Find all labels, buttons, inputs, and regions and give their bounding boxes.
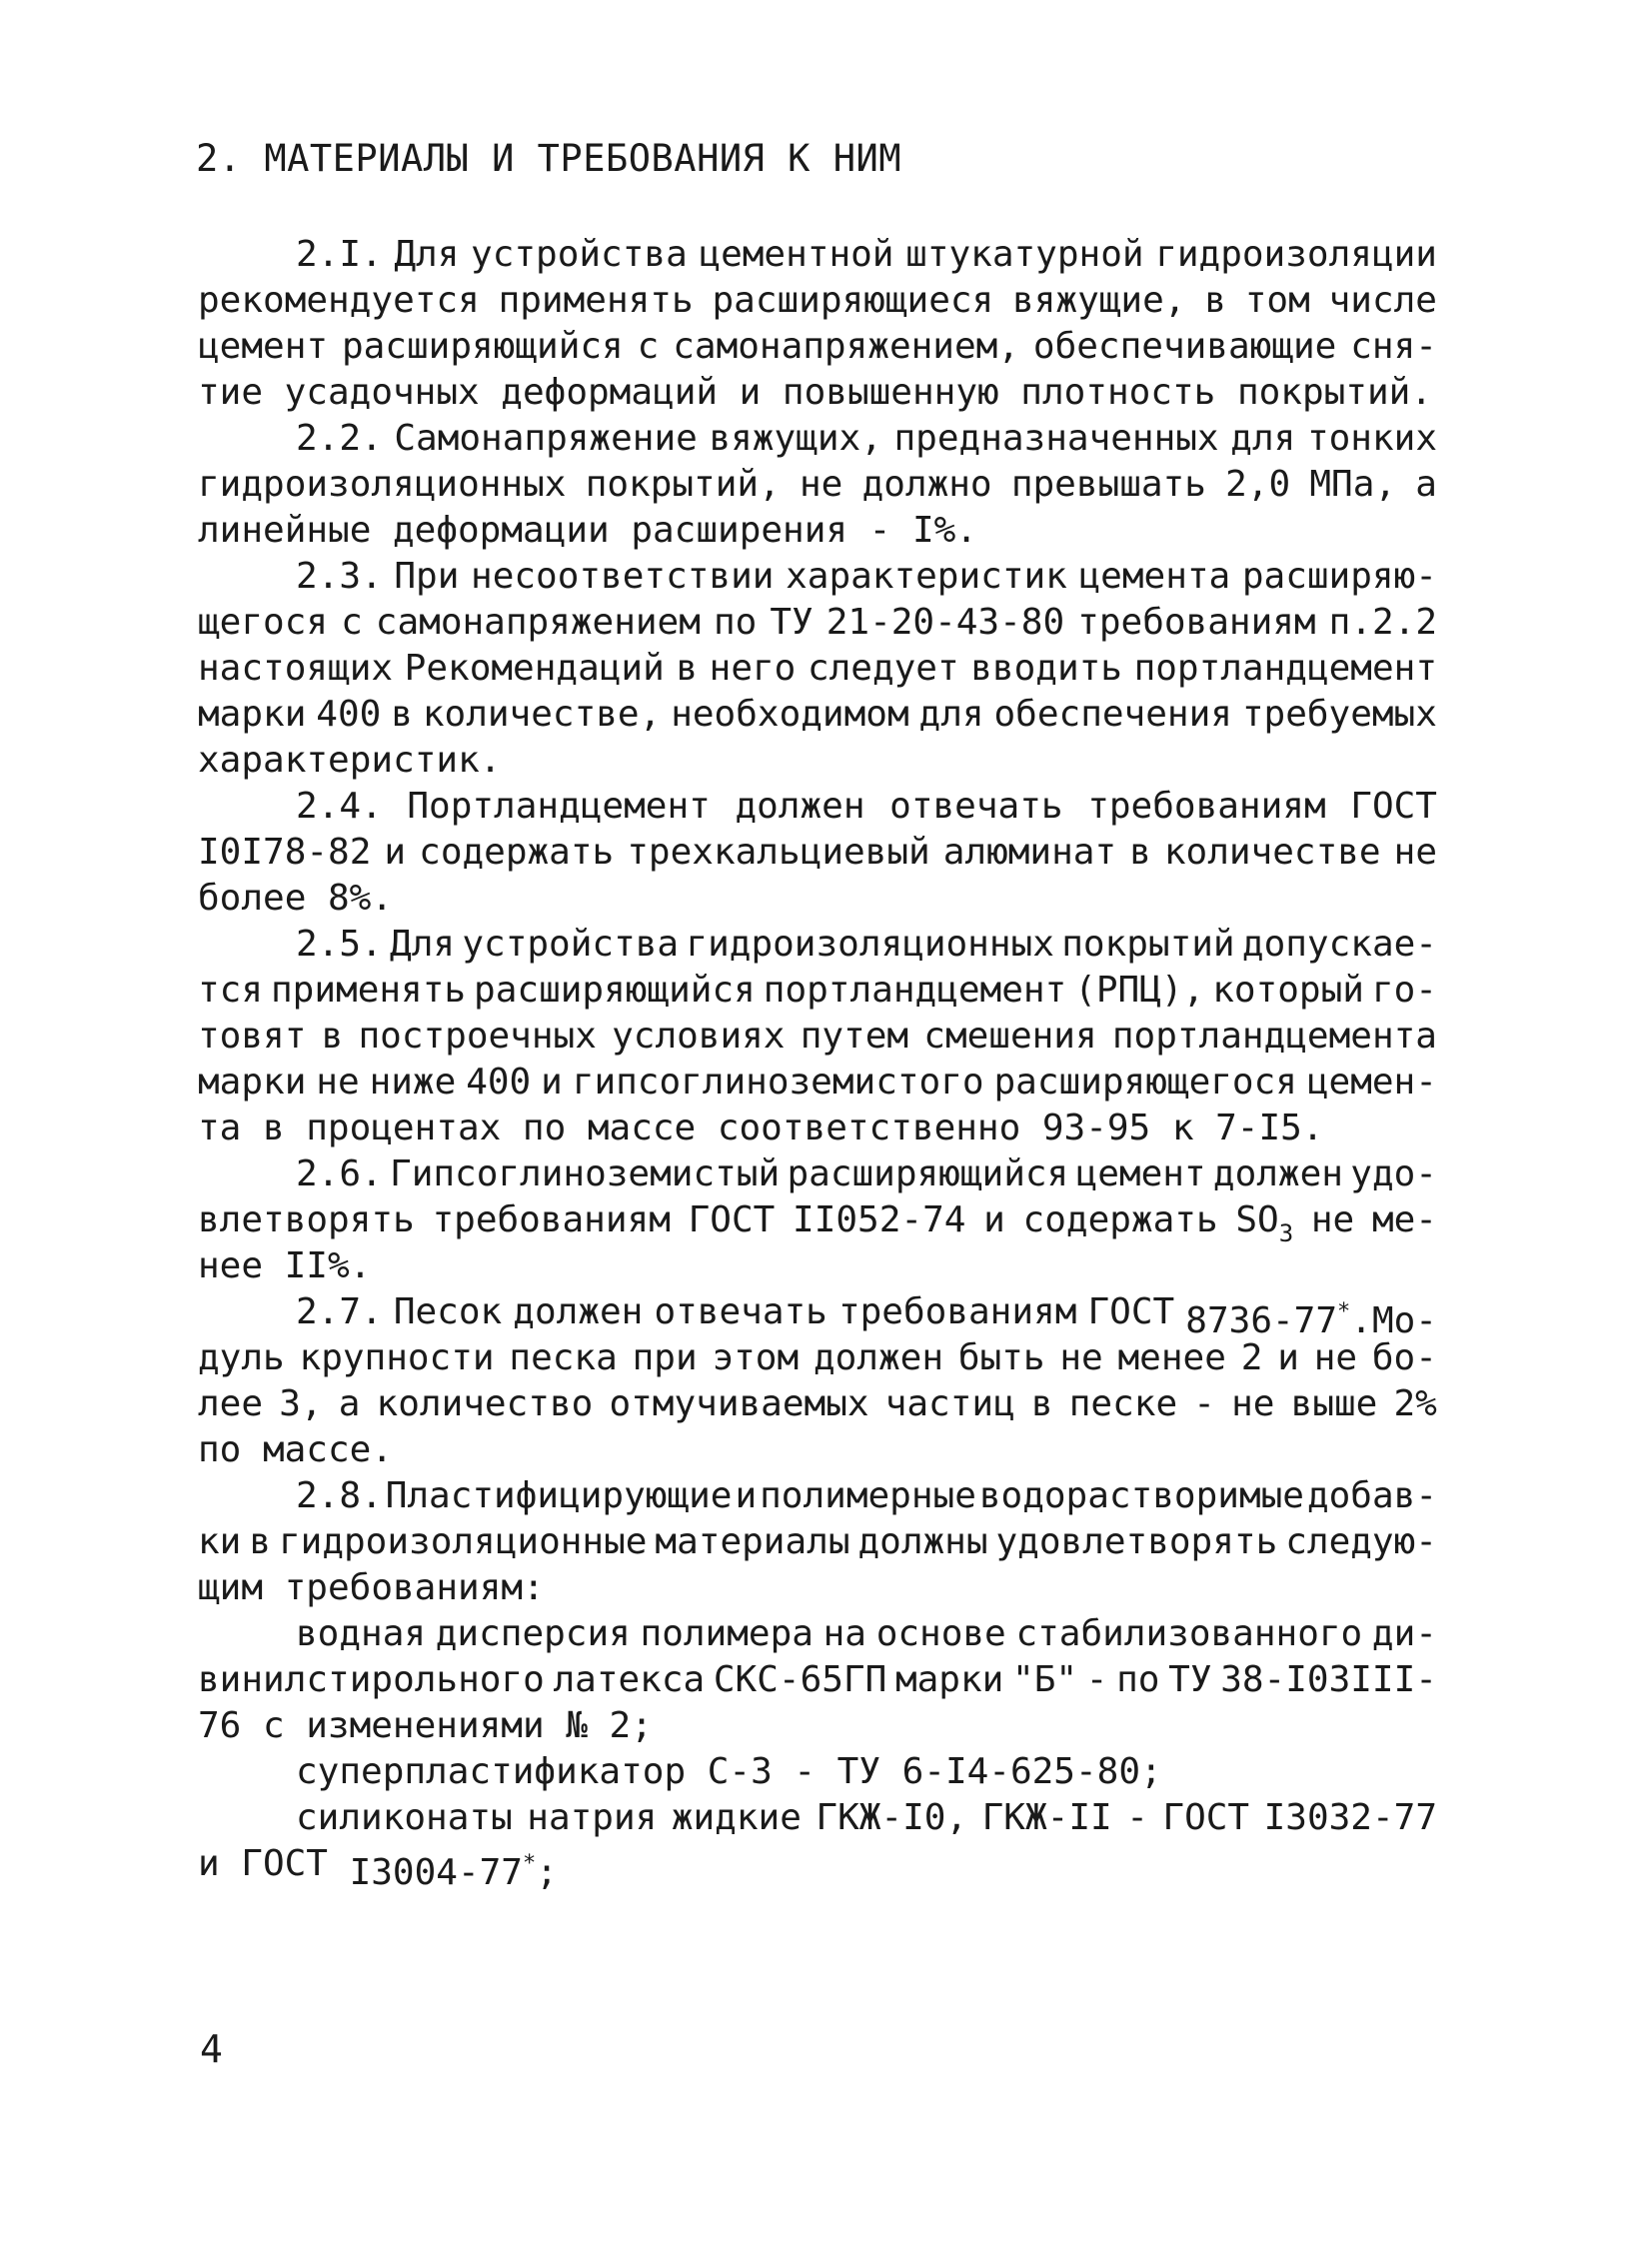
word: и xyxy=(198,1843,220,1884)
text-line xyxy=(198,1151,1437,1197)
word: по xyxy=(1116,1659,1160,1700)
word: п.2.2 xyxy=(1328,602,1437,643)
word: количестве xyxy=(1163,832,1381,873)
text-line xyxy=(198,1197,1437,1247)
word: превышать xyxy=(1010,464,1206,505)
word: рекомендуется xyxy=(198,280,480,321)
word: 2% xyxy=(1393,1383,1437,1424)
word: не xyxy=(799,464,843,505)
word: 2.I. xyxy=(296,234,383,275)
word: числе xyxy=(1328,280,1437,321)
word: ТУ xyxy=(1168,1659,1212,1700)
word: обеспечения xyxy=(993,694,1232,735)
word: отвечать xyxy=(654,1291,827,1332)
text-line xyxy=(198,1703,1437,1749)
word: вяжущие, xyxy=(1012,280,1186,321)
word: цемента xyxy=(1078,556,1231,597)
word: изменениями xyxy=(306,1705,545,1746)
word: цемент xyxy=(198,326,329,367)
word: количестве, xyxy=(422,694,662,735)
text-line xyxy=(198,646,1437,692)
word: крупности xyxy=(299,1337,495,1378)
word: устройства xyxy=(471,234,688,275)
word: № xyxy=(566,1705,588,1746)
word: винилстирольного xyxy=(198,1659,545,1700)
word: II%. xyxy=(284,1245,372,1286)
word: предназначенных xyxy=(893,418,1219,459)
word: нее xyxy=(198,1245,264,1286)
word: гидроизоляционных xyxy=(686,924,1054,965)
word: усадочных xyxy=(284,372,480,413)
word: ГОСТ xyxy=(1087,1291,1175,1332)
word: "Б" xyxy=(1012,1659,1078,1700)
word: трехкальциевый xyxy=(627,832,930,873)
word: процентах xyxy=(306,1108,502,1148)
word: в xyxy=(1030,1383,1053,1424)
word: го- xyxy=(1371,970,1437,1011)
word: штукатурной xyxy=(905,234,1144,275)
word: I0I78-82 xyxy=(198,832,372,873)
text-line xyxy=(198,1381,1437,1427)
word: него xyxy=(709,648,797,689)
word: расширения xyxy=(631,510,848,551)
word: в xyxy=(249,1521,272,1562)
word: Для xyxy=(390,924,456,965)
word: допускае- xyxy=(1241,924,1437,965)
word: С-3 xyxy=(707,1751,773,1792)
page-number: 4 xyxy=(200,2027,223,2071)
word: настоящих xyxy=(198,648,394,689)
text-line xyxy=(198,692,1437,738)
text-line xyxy=(198,1611,1437,1657)
word: расширяющийся xyxy=(787,1153,1069,1194)
word: 2.6. xyxy=(296,1153,383,1194)
paragraph xyxy=(198,1473,1437,1611)
word: массе. xyxy=(262,1429,393,1470)
word: песке xyxy=(1068,1383,1178,1424)
text-line xyxy=(198,1427,1437,1473)
word: и xyxy=(983,1199,1005,1240)
text-line xyxy=(198,1060,1437,1106)
word: Рекомендаций xyxy=(404,648,665,689)
text-line xyxy=(198,232,1437,278)
word: менее xyxy=(1117,1337,1226,1378)
word: тие xyxy=(198,372,264,413)
word: самонапряжением xyxy=(375,602,701,643)
word: а xyxy=(338,1383,361,1424)
word: и xyxy=(739,372,762,413)
word: 93-95 xyxy=(1041,1108,1151,1148)
word: расширяющегося xyxy=(993,1062,1297,1103)
word: плотность xyxy=(1020,372,1216,413)
word: по xyxy=(713,602,758,643)
word: щегося xyxy=(198,602,329,643)
word: Самонапряжение xyxy=(394,418,698,459)
word: не xyxy=(316,1062,360,1103)
word: цементной xyxy=(699,234,894,275)
word: содержать xyxy=(1022,1199,1218,1240)
text-line xyxy=(198,1841,1437,1893)
word: Портландцемент xyxy=(407,786,711,827)
word: - xyxy=(794,1751,817,1792)
word: бо- xyxy=(1371,1337,1437,1378)
word: расширяющийся xyxy=(474,970,756,1011)
word: для xyxy=(918,694,984,735)
word: - xyxy=(868,510,891,551)
word: повышенную xyxy=(782,372,999,413)
word: латекса xyxy=(553,1659,706,1700)
word: При xyxy=(394,556,460,597)
word: том xyxy=(1244,280,1310,321)
text-line xyxy=(198,462,1437,508)
text-line xyxy=(198,554,1437,600)
word: требуемых xyxy=(1241,694,1437,735)
word: песка xyxy=(509,1337,618,1378)
word: - xyxy=(1193,1383,1215,1424)
text-line xyxy=(198,1519,1437,1565)
word: в xyxy=(262,1108,285,1148)
word: - xyxy=(1126,1797,1148,1838)
word: гидроизоляции xyxy=(1155,234,1437,275)
word: массе xyxy=(587,1108,697,1148)
word: лее xyxy=(198,1383,264,1424)
word: товят xyxy=(198,1016,307,1057)
word: дисперсия xyxy=(435,1613,631,1654)
word: материалы xyxy=(655,1521,850,1562)
word: сня- xyxy=(1350,326,1437,367)
word: 400 xyxy=(466,1062,532,1103)
word: требованиям xyxy=(837,1291,1077,1332)
text-line xyxy=(198,278,1437,324)
word: ГОСТ xyxy=(1350,786,1437,827)
word: 3, xyxy=(279,1383,323,1424)
word: требованиям: xyxy=(284,1567,545,1608)
word: частиц xyxy=(884,1383,1015,1424)
paragraph xyxy=(198,1289,1437,1473)
text-line xyxy=(198,1565,1437,1611)
word: 2; xyxy=(609,1705,653,1746)
word: деформации xyxy=(392,510,610,551)
paragraph xyxy=(198,1151,1437,1289)
word: Гипсоглиноземистый xyxy=(390,1153,781,1194)
word: обеспечивающие xyxy=(1032,326,1337,367)
word: силиконаты xyxy=(296,1797,513,1838)
paragraph xyxy=(198,784,1437,922)
word: дуль xyxy=(198,1337,285,1378)
word: расширяющийся xyxy=(341,326,624,367)
text-line xyxy=(198,1473,1437,1519)
word: ки xyxy=(198,1521,242,1562)
word: водная xyxy=(296,1613,427,1654)
word: должен xyxy=(813,1337,943,1378)
word: удовлетворять xyxy=(995,1521,1278,1562)
word: покрытий. xyxy=(1236,372,1433,413)
text-line xyxy=(198,830,1437,876)
text-line xyxy=(198,370,1437,416)
word: марки xyxy=(894,1659,1004,1700)
word: - xyxy=(1085,1659,1108,1700)
word: смешения xyxy=(923,1016,1097,1057)
word: полимерные xyxy=(760,1475,976,1516)
section-body xyxy=(198,232,1437,1893)
word: а xyxy=(1415,464,1437,505)
section-title: 2. МАТЕРИАЛЫ И ТРЕБОВАНИЯ К НИМ xyxy=(196,137,902,180)
word: ГОСТ xyxy=(1162,1797,1250,1838)
word: полимера xyxy=(640,1613,814,1654)
word: и xyxy=(384,832,407,873)
word: и xyxy=(735,1475,758,1516)
word: применять xyxy=(271,970,467,1011)
word: щим xyxy=(198,1567,264,1608)
word: к xyxy=(1171,1108,1194,1148)
word: который xyxy=(1212,970,1364,1011)
word: при xyxy=(632,1337,698,1378)
text-line xyxy=(198,1749,1437,1795)
word: с xyxy=(341,602,363,643)
word: содержать xyxy=(419,832,615,873)
word: цемент xyxy=(1075,1153,1206,1194)
word: для xyxy=(1230,418,1296,459)
word: покрытий, xyxy=(585,464,781,505)
word: 2.8. xyxy=(296,1475,383,1516)
text-line xyxy=(198,1289,1437,1341)
text-line xyxy=(198,922,1437,968)
word: Для xyxy=(394,234,460,275)
word: I3004-77*; xyxy=(349,1851,558,1893)
word: II052-74 xyxy=(793,1199,966,1240)
word: должно xyxy=(861,464,992,505)
text-line xyxy=(198,324,1437,370)
word: и xyxy=(1277,1337,1299,1378)
word: должен xyxy=(1212,1153,1343,1194)
word: гидроизоляционные xyxy=(278,1521,648,1562)
text-line xyxy=(198,1795,1437,1841)
word: тся xyxy=(198,970,264,1011)
paragraph xyxy=(198,554,1437,784)
word: 2 xyxy=(1240,1337,1263,1378)
text-line xyxy=(198,1014,1437,1060)
word: требованиям xyxy=(1087,786,1326,827)
word: 400 xyxy=(316,694,382,735)
word: путем xyxy=(800,1016,909,1057)
word: жидкие xyxy=(671,1797,802,1838)
word: требованиям xyxy=(432,1199,671,1240)
word: необходимом xyxy=(671,694,909,735)
word: соответственно xyxy=(717,1108,1021,1148)
word: отмучиваемых xyxy=(609,1383,869,1424)
word: марки xyxy=(198,1062,307,1103)
word: удо- xyxy=(1350,1153,1437,1194)
word: Песок xyxy=(393,1291,503,1332)
word: суперпластификатор xyxy=(296,1751,687,1792)
word: 21-20-43-80 xyxy=(826,602,1065,643)
word: натрия xyxy=(527,1797,658,1838)
word: 2.3. xyxy=(296,556,383,597)
word: несоответствии xyxy=(471,556,775,597)
word: ТУ xyxy=(836,1751,880,1792)
text-line xyxy=(198,876,1437,922)
text-line xyxy=(198,416,1437,462)
word: быть xyxy=(957,1337,1045,1378)
word: влетворять xyxy=(198,1199,415,1240)
paragraph xyxy=(198,922,1437,1151)
word: самонапряжением, xyxy=(673,326,1019,367)
word: 76 xyxy=(198,1705,242,1746)
word: не xyxy=(1393,832,1437,873)
word: основе xyxy=(875,1613,1006,1654)
word: характеристик. xyxy=(198,740,502,781)
word: ме- xyxy=(1371,1199,1437,1240)
text-line xyxy=(198,1106,1437,1151)
word: Пластифицирующие xyxy=(385,1475,733,1516)
word: вяжущих, xyxy=(709,418,882,459)
word: количество xyxy=(376,1383,594,1424)
word: деформаций xyxy=(501,372,719,413)
word: портландцемент xyxy=(1133,648,1437,689)
word: портландцемента xyxy=(1111,1016,1437,1057)
word: требованиям xyxy=(1077,602,1316,643)
word: по xyxy=(198,1429,242,1470)
word: не xyxy=(1059,1337,1103,1378)
paragraph xyxy=(198,1795,1437,1893)
word: ТУ xyxy=(770,602,814,643)
text-line xyxy=(198,1657,1437,1703)
word: 7-I5. xyxy=(1215,1108,1324,1148)
word: 6-I4-625-80; xyxy=(901,1751,1162,1792)
word: в xyxy=(1204,280,1226,321)
word: портландцемент xyxy=(763,970,1067,1011)
word: стабилизованного xyxy=(1015,1613,1363,1654)
word: не xyxy=(1310,1199,1355,1240)
paragraph xyxy=(198,1749,1437,1795)
word: отвечать xyxy=(889,786,1063,827)
word: $SO_3$ xyxy=(1235,1199,1294,1247)
word: МПа, xyxy=(1309,464,1397,505)
word: должен xyxy=(735,786,865,827)
word: 2.4. xyxy=(296,786,383,827)
word: водорастворимые xyxy=(978,1475,1304,1516)
word: 8%. xyxy=(327,878,393,919)
paragraph xyxy=(198,416,1437,554)
word: устройства xyxy=(462,924,680,965)
word: СКС-65ГП xyxy=(713,1659,887,1700)
word: и xyxy=(541,1062,563,1103)
word: алюминат xyxy=(942,832,1117,873)
word: добав- xyxy=(1306,1475,1437,1516)
word: 38-I03III- xyxy=(1220,1659,1437,1700)
word: в xyxy=(391,694,413,735)
word: по xyxy=(522,1108,567,1148)
word: I3032-77 xyxy=(1263,1797,1437,1838)
text-line xyxy=(198,1243,1437,1289)
word: 2.7. xyxy=(296,1291,383,1332)
word: ниже xyxy=(369,1062,457,1103)
word: ди- xyxy=(1371,1613,1437,1654)
word: тонких xyxy=(1306,418,1437,459)
word: в xyxy=(676,648,699,689)
word: (РПЦ), xyxy=(1074,970,1205,1011)
word: построечных xyxy=(358,1016,597,1057)
word: покрытий xyxy=(1061,924,1235,965)
word: в xyxy=(321,1016,344,1057)
word: следую- xyxy=(1285,1521,1437,1562)
text-line xyxy=(198,508,1437,554)
word: не xyxy=(1231,1383,1275,1424)
text-line xyxy=(198,600,1437,646)
word: выше xyxy=(1290,1383,1378,1424)
word: 2.2. xyxy=(296,418,383,459)
word: не xyxy=(1313,1337,1358,1378)
word: условиях xyxy=(612,1016,786,1057)
word: ГОСТ xyxy=(241,1843,328,1884)
text-line xyxy=(198,784,1437,830)
word: с xyxy=(262,1705,285,1746)
word: 8736-77*.Мо- xyxy=(1185,1299,1437,1341)
text-line xyxy=(198,1335,1437,1381)
word: линейные xyxy=(198,510,372,551)
word: 2,0 xyxy=(1225,464,1291,505)
word: этом xyxy=(712,1337,800,1378)
word: характеристик xyxy=(786,556,1067,597)
word: расширяю- xyxy=(1241,556,1437,597)
text-line xyxy=(198,968,1437,1014)
word: гидроизоляционных xyxy=(198,464,567,505)
word: расширяющиеся xyxy=(712,280,994,321)
word: марки xyxy=(198,694,307,735)
word: 2.5. xyxy=(296,924,383,965)
paragraph xyxy=(198,1611,1437,1749)
word: ГКЖ-II xyxy=(981,1797,1112,1838)
word: вводить xyxy=(970,648,1122,689)
word: следует xyxy=(807,648,959,689)
word: в xyxy=(1129,832,1151,873)
word: гипсоглиноземистого xyxy=(572,1062,984,1103)
word: более xyxy=(198,878,307,919)
paragraph xyxy=(198,232,1437,416)
word: ГКЖ-I0, xyxy=(816,1797,968,1838)
word: должны xyxy=(857,1521,988,1562)
word: цемен- xyxy=(1306,1062,1437,1103)
word: на xyxy=(823,1613,866,1654)
word: I%. xyxy=(911,510,977,551)
word: ГОСТ xyxy=(688,1199,776,1240)
word: применять xyxy=(498,280,694,321)
word: та xyxy=(198,1108,242,1148)
word: должен xyxy=(513,1291,644,1332)
text-line xyxy=(198,738,1437,784)
word: с xyxy=(637,326,660,367)
